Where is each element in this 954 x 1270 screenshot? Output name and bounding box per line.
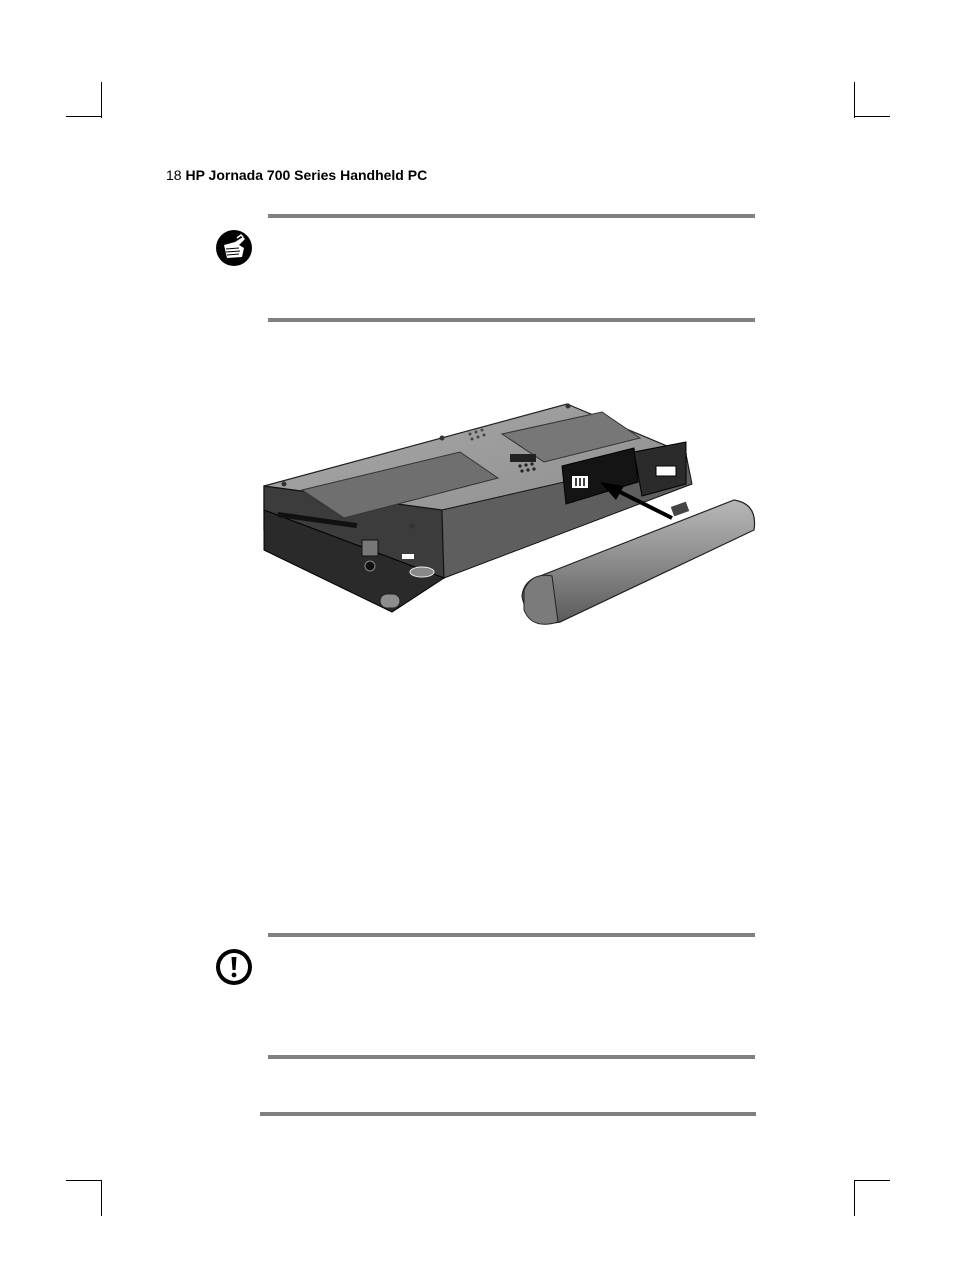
crop-mark	[854, 1180, 890, 1181]
warning-top-rule	[268, 933, 755, 937]
crop-mark	[66, 1180, 102, 1181]
crop-mark	[854, 116, 890, 117]
warning-exclamation-icon	[215, 948, 253, 986]
battery-insertion-illustration	[262, 400, 762, 640]
crop-mark	[854, 82, 855, 118]
note-top-rule	[268, 214, 755, 218]
page-header-title: HP Jornada 700 Series Handheld PC	[185, 167, 428, 183]
page-bottom-rule	[260, 1112, 756, 1116]
note-bottom-rule	[268, 318, 755, 322]
crop-mark	[854, 1180, 855, 1216]
warning-bottom-rule	[268, 1055, 755, 1059]
page-number: 18	[166, 167, 182, 183]
crop-mark	[101, 1180, 102, 1216]
page-header	[166, 166, 427, 184]
crop-mark	[101, 82, 102, 118]
crop-mark	[66, 116, 102, 117]
note-hand-icon	[215, 229, 253, 267]
